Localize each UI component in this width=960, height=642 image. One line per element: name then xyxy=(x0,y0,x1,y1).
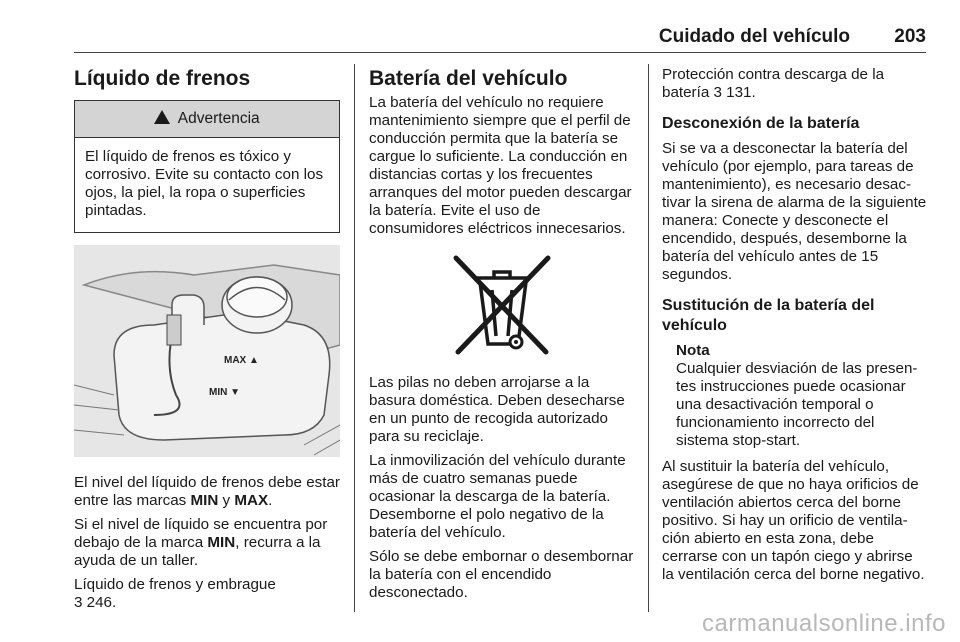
column-divider xyxy=(354,64,355,612)
paragraph-fluid-level: El nivel del líquido de frenos debe estar entre las marcas MIN y MAX. xyxy=(74,474,340,509)
paragraph-low-level: Si el nivel de líquido se encuentra por debajo de la marca MIN, recurra a la ayuda de un taller. xyxy=(74,516,328,569)
paragraph-battery-maintenance: La batería del vehículo no requiere mantenimiento siempre que el perfil de conducción permita que la batería se cargue lo suficiente. La conducción en distancias cortas y los frecuentes arranques del motor pueden descargar la batería. Evite el uso de consumidores eléctricos innecesarios. xyxy=(369,94,632,237)
page-header xyxy=(74,22,926,53)
max-mark-label: MAX ▲ xyxy=(224,355,259,366)
paragraph-disconnect: Si se va a desconectar la batería del vehículo (por ejemplo, para tareas de mantenimiento), es necesario desactivar la sirena de alarma de la siguiente manera: Conecte y desconecte el encendido, después, desemborne la batería del vehículo antes de 15 segundos. xyxy=(662,140,927,283)
paragraph-discharge-protection: Protección contra descarga de la batería 3 131. xyxy=(662,66,885,101)
paragraph-ignition: Sólo se debe embornar o desembornar la batería con el encendido desconectado. xyxy=(369,548,634,601)
column-divider xyxy=(648,64,649,612)
min-mark-label: MIN ▼ xyxy=(209,387,241,398)
section-title: Cuidado del vehículo xyxy=(658,26,850,47)
page-reference-link[interactable]: 3 246. xyxy=(74,594,117,611)
warning-header xyxy=(75,101,339,138)
heading-disconnect: Desconexión de la batería xyxy=(662,115,860,132)
paragraph-immobilization: La inmovilización del vehículo durante más de cuatro semanas puede ocasionar la descarga de la batería. Desemborne el polo negativo de la batería del vehículo. xyxy=(369,452,626,541)
paragraph-reference: Líquido de frenos y embrague 3 246. xyxy=(74,576,276,611)
paragraph-battery-disposal: Las pilas no deben arrojarse a la basura doméstica. Deben desecharse en un punto de recogida autorizado para su reciclaje. xyxy=(369,374,625,445)
warning-text: El líquido de frenos es tóxico y corrosivo. Evite su contacto con los ojos, la piel, la ropa o superficies pintadas. xyxy=(85,148,324,219)
heading-battery: Batería del vehículo xyxy=(369,67,568,90)
column-battery xyxy=(369,66,635,608)
warning-icon xyxy=(154,110,170,124)
warning-label: Advertencia xyxy=(177,110,260,127)
page-number: 203 xyxy=(894,26,926,47)
note-box xyxy=(676,342,928,450)
brake-fluid-reservoir-illustration xyxy=(74,245,340,457)
paragraph-replace: Al sustituir la batería del vehículo, asegúrese de que no haya orificios de ventilación abiertos cerca del borne positivo. Si hay un orificio de ventilación abierto en esta zona, debe cerrarse con un tapón ciego y abrirse la ventilación cerca del borne negativo. xyxy=(662,458,925,583)
column-brake-fluid xyxy=(74,62,340,618)
watermark: carmanualsonline.info xyxy=(702,610,946,637)
note-heading: Nota xyxy=(676,342,710,359)
crossed-bin-icon xyxy=(442,252,562,360)
column-battery-cont xyxy=(662,66,928,590)
heading-replace: Sustitución de la batería del vehículo xyxy=(662,297,875,334)
warning-box xyxy=(74,100,340,233)
note-text: Cualquier desviación de las presentes instrucciones puede ocasionar una desactivación temporal o funcionamiento incorrecto del sistema stop-start. xyxy=(676,360,918,449)
heading-brake-fluid: Líquido de frenos xyxy=(74,67,251,90)
